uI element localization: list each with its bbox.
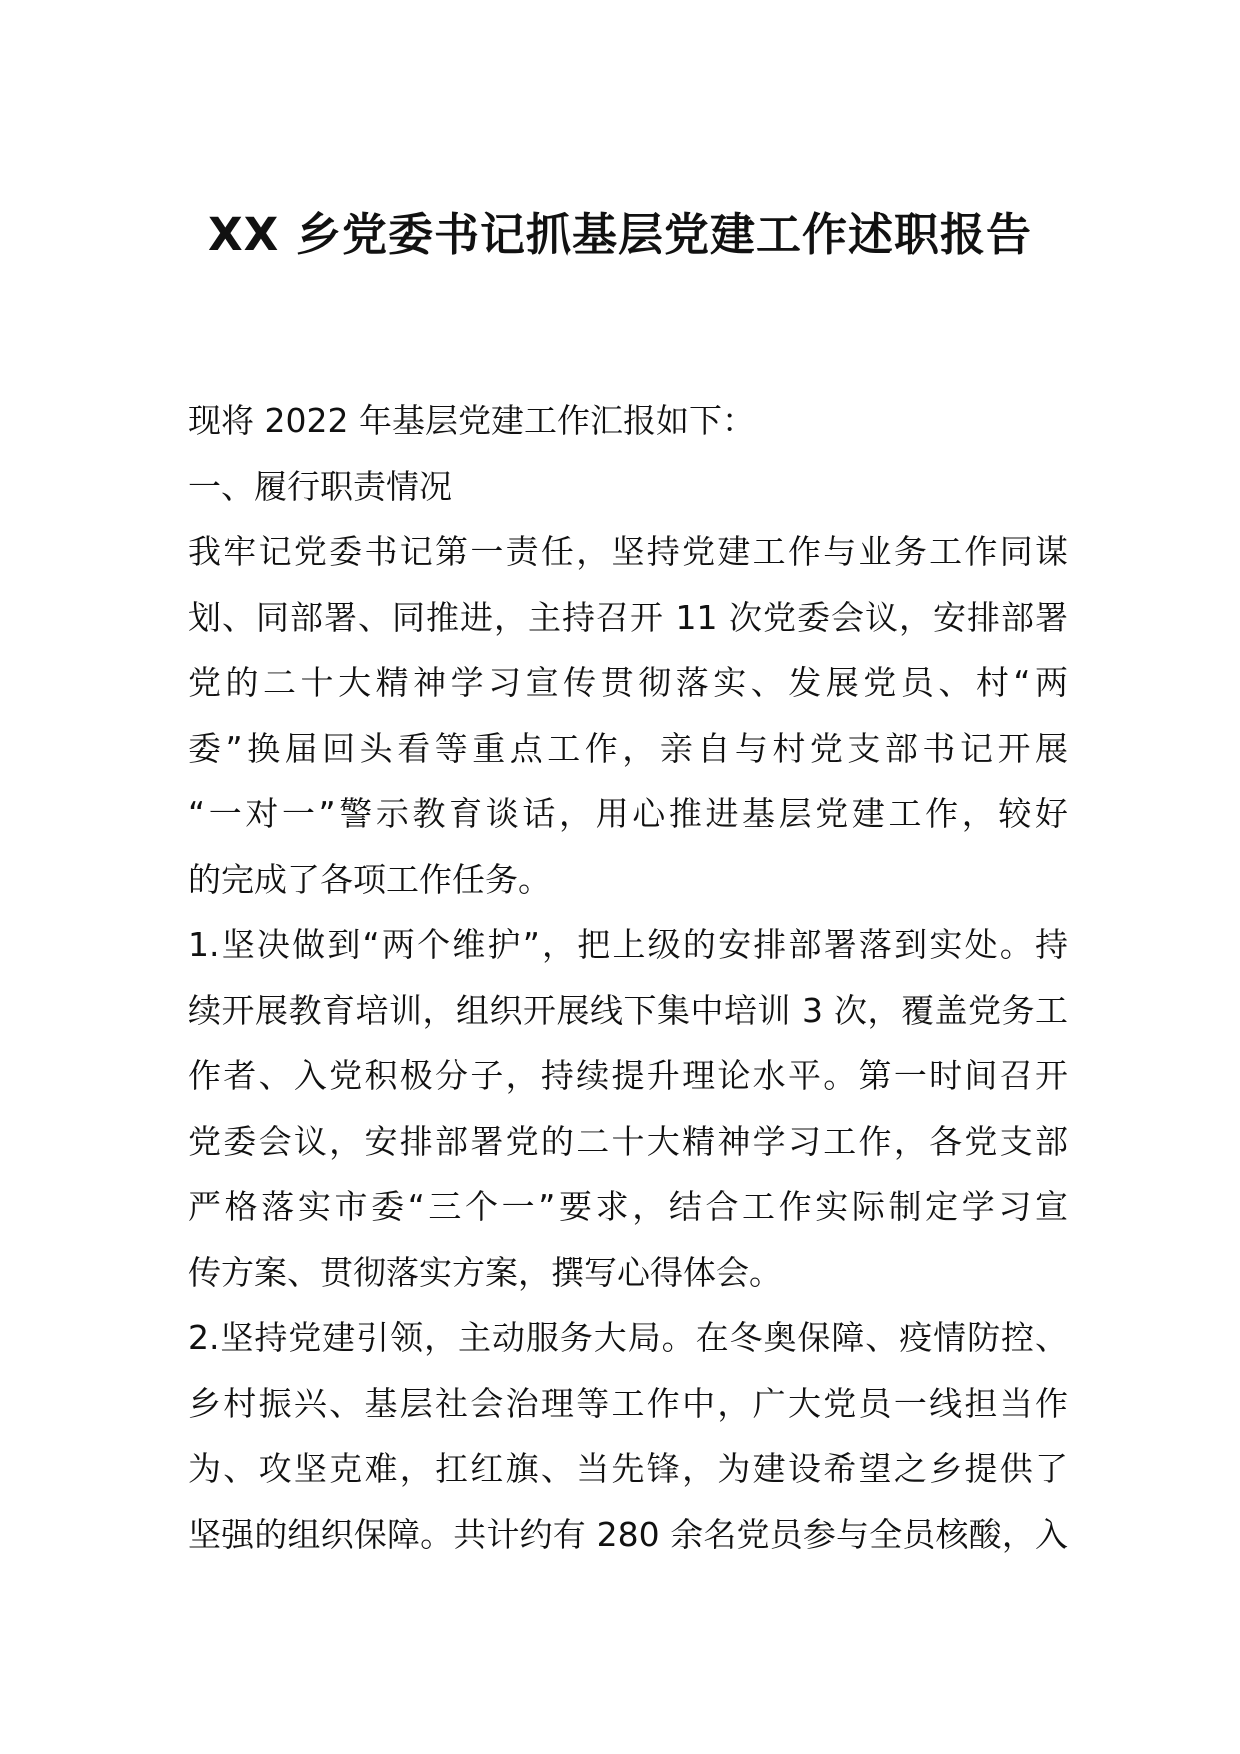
body-line: 乡村振兴、基层社会治理等工作中，广大党员一线担当作 [188,1383,1068,1423]
body-line: 党的二十大精神学习宣传贯彻落实、发展党员、村“两 [188,663,1068,702]
body-line: 我牢记党委书记第一责任，坚持党建工作与业务工作同谋 [188,532,1068,571]
body-line: 作者、入党积极分子，持续提升理论水平。第一时间召开 [188,1056,1068,1095]
body-line: 传方案、贯彻落实方案，撰写心得体会。 [188,1252,782,1292]
document-body [188,388,1068,1567]
body-line: 2.坚持党建引领，主动服务大局。在冬奥保障、疫情防控、 [188,1318,1068,1357]
body-line: 的完成了各项工作任务。 [188,859,551,899]
section-heading: 一、履行职责情况 [188,466,452,506]
body-line: 划、同部署、同推进，主持召开 11 次党委会议，安排部署 [188,597,1068,637]
body-line: 1.坚决做到“两个维护”，把上级的安排部署落到实处。持 [188,925,1068,964]
body-line: 委”换届回头看等重点工作，亲自与村党支部书记开展 [188,728,1068,768]
body-line: 党委会议，安排部署党的二十大精神学习工作，各党支部 [188,1121,1068,1161]
body-line: 为、攻坚克难，扛红旗、当先锋，为建设希望之乡提供了 [188,1449,1068,1488]
body-line: 现将 2022 年基层党建工作汇报如下： [188,401,755,440]
body-line: “一对一”警示教育谈话，用心推进基层党建工作，较好 [188,794,1068,833]
body-line: 续开展教育培训，组织开展线下集中培训 3 次，覆盖党务工 [188,990,1068,1030]
document-title: XX 乡党委书记抓基层党建工作述职报告 [207,208,1033,261]
body-line: 严格落实市委“三个一”要求，结合工作实际制定学习宣 [188,1187,1068,1226]
body-line: 坚强的组织保障。共计约有 280 余名党员参与全员核酸，入 [188,1514,1068,1554]
